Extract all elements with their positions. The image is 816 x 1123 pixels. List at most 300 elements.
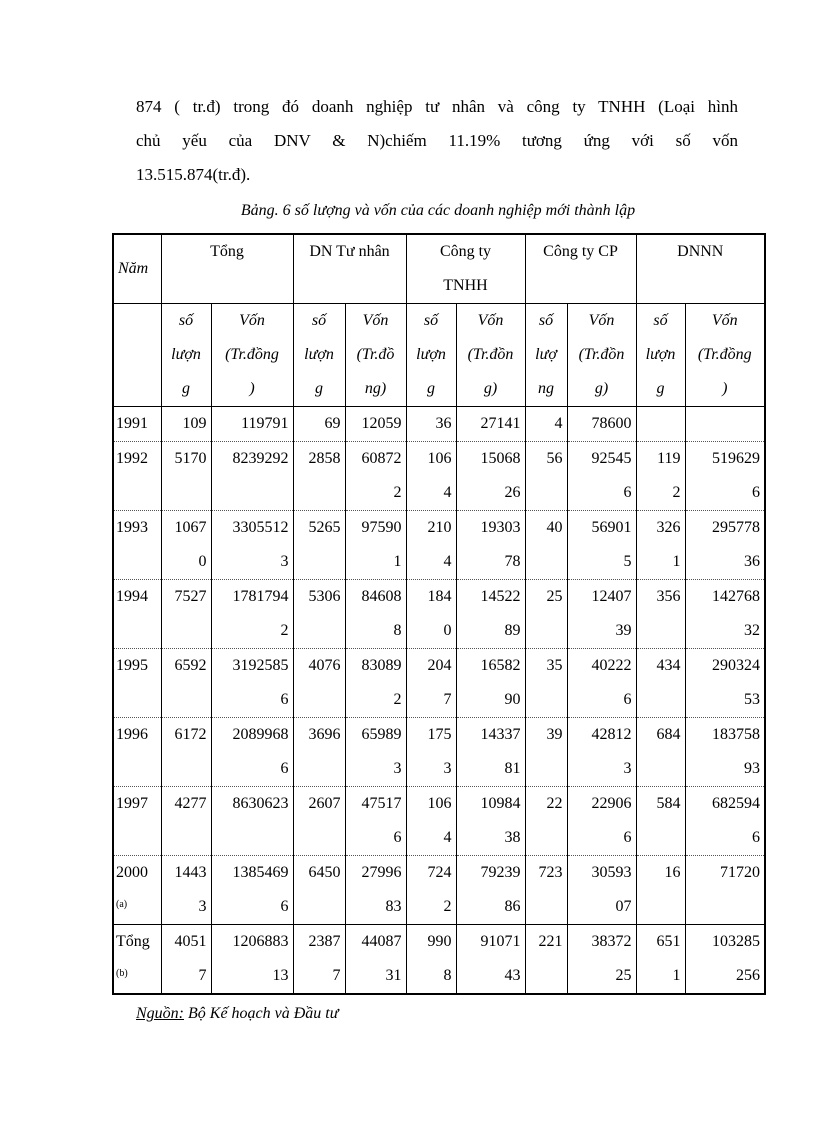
subheader-line: lượn [645, 346, 676, 363]
cell-value-continued: 7 [198, 967, 207, 984]
cell-value-continued: 53 [744, 691, 760, 708]
cell-value: 684 [656, 726, 681, 743]
cell-value-continued [166, 683, 207, 717]
cell-value: 44087 [361, 933, 402, 950]
table-cell [406, 442, 456, 511]
year-cell [113, 925, 161, 995]
table-cell [345, 856, 406, 925]
subheader-line: Vốn [588, 312, 615, 329]
cell-value: 682594 [712, 795, 760, 812]
table-cell [293, 787, 345, 856]
table-row [113, 511, 765, 580]
cell-value-continued: 32 [744, 622, 760, 639]
cell-value: 6450 [308, 864, 341, 881]
cell-value-continued [530, 821, 563, 855]
year-cell [113, 787, 161, 856]
cell-value: 3192585 [232, 657, 289, 674]
cell-value-continued: 2 [393, 484, 402, 501]
table-cell [293, 718, 345, 787]
cell-value: 7527 [174, 588, 207, 605]
cell-value: 1443 [174, 864, 207, 881]
table-cell [406, 407, 456, 442]
cell-value: 1067 [174, 519, 207, 536]
table-caption: Bảng. 6 số lượng và vốn của các doanh nghiệp mới thành lập [240, 202, 636, 219]
cell-value-continued: 6 [752, 829, 760, 846]
table-cell [567, 856, 636, 925]
cell-value [690, 407, 761, 441]
year-cell [113, 511, 161, 580]
cell-value-continued: 4 [443, 484, 452, 501]
cell-value: 16582 [480, 657, 521, 674]
cell-value-continued: 4 [443, 829, 452, 846]
table-row [113, 649, 765, 718]
table-cell [636, 649, 685, 718]
table-cell [636, 718, 685, 787]
table-cell [293, 856, 345, 925]
cell-value: 434 [656, 657, 681, 674]
paragraph-line: 874 ( tr.đ) trong đó doanh nghiệp tư nhân và công ty TNHH (Loại hình [136, 97, 738, 116]
cell-value-continued: 13 [272, 967, 289, 984]
cell-value: 14337 [480, 726, 521, 743]
table-cell [211, 407, 293, 442]
cell-value-continued: 6 [752, 484, 760, 501]
cell-value: 36 [435, 415, 452, 432]
table-cell [636, 925, 685, 995]
cell-value-continued: 26 [504, 484, 521, 501]
cell-value-continued: 6 [623, 829, 632, 846]
table-cell [456, 787, 525, 856]
table-cell [161, 856, 211, 925]
subheader-line: Vốn [477, 312, 504, 329]
cell-value-continued [216, 476, 289, 510]
cell-value: 12407 [591, 588, 632, 605]
cell-value: 106 [427, 450, 452, 467]
group-header-line [641, 269, 761, 303]
cell-value: 4051 [174, 933, 207, 950]
cell-value: 83089 [361, 657, 402, 674]
cell-value-continued: 2 [443, 898, 452, 915]
table-cell [685, 856, 765, 925]
table-cell [567, 407, 636, 442]
cell-value-continued: 6 [280, 898, 289, 915]
group-header [406, 234, 525, 304]
subheader-line: số [311, 312, 327, 329]
table-cell [161, 580, 211, 649]
table-row [113, 925, 765, 995]
cell-value-continued: 43 [504, 967, 521, 984]
table-cell [456, 649, 525, 718]
table-cell [161, 718, 211, 787]
cell-value-continued [216, 821, 289, 855]
table-cell [685, 925, 765, 995]
cell-value: 119 [657, 450, 681, 467]
footnote-marker [116, 752, 157, 786]
cell-value-continued: 81 [504, 760, 521, 777]
table-cell [567, 787, 636, 856]
cell-value: 71720 [720, 864, 760, 881]
table-cell [456, 511, 525, 580]
cell-value: 15068 [480, 450, 521, 467]
footnote-marker [116, 476, 157, 510]
cell-value-continued: 2 [393, 691, 402, 708]
group-header-line: TNHH [443, 277, 488, 294]
source-note [136, 1002, 338, 1026]
year-label: 1995 [116, 657, 148, 674]
table-cell [525, 407, 567, 442]
table-cell [161, 511, 211, 580]
cell-value-continued: 7 [443, 691, 452, 708]
table-cell [211, 442, 293, 511]
table-cell [456, 925, 525, 995]
footnote-marker [116, 821, 157, 855]
cell-value: 356 [656, 588, 681, 605]
subheader-line: g [656, 380, 665, 397]
table-cell [525, 925, 567, 995]
table-cell [345, 442, 406, 511]
subheader-line: g [427, 380, 435, 397]
cell-value: 6172 [174, 726, 207, 743]
subheader-line: ) [249, 380, 255, 397]
cell-value: 56901 [591, 519, 632, 536]
cell-value-continued: 6 [623, 484, 632, 501]
column-subheader [293, 304, 345, 407]
cell-value: 290324 [712, 657, 760, 674]
cell-value: 25 [546, 588, 563, 605]
year-cell [113, 442, 161, 511]
table-cell [567, 511, 636, 580]
subheader-line: số [423, 312, 439, 329]
sub-header-row [113, 304, 765, 407]
cell-value-continued: 07 [615, 898, 632, 915]
cell-value: 12059 [361, 415, 402, 432]
table-cell [293, 442, 345, 511]
cell-value-continued: 36 [744, 553, 760, 570]
table-cell [406, 718, 456, 787]
cell-value: 4277 [174, 795, 207, 812]
footnote-marker: (b) [116, 968, 128, 979]
cell-value-continued: 5 [623, 553, 632, 570]
year-label: 1997 [116, 795, 148, 812]
table-cell [636, 511, 685, 580]
subheader-line: lượn [171, 346, 201, 363]
cell-value-continued [166, 821, 207, 855]
subheader-line: Vốn [239, 312, 265, 329]
table-cell [456, 580, 525, 649]
cell-value: 183758 [712, 726, 760, 743]
table-cell [211, 856, 293, 925]
cell-value-continued [641, 683, 681, 717]
cell-value-continued: 3 [280, 553, 289, 570]
cell-value: 16 [664, 864, 681, 881]
cell-value: 84608 [361, 588, 402, 605]
year-label: 1993 [116, 519, 148, 536]
cell-value-continued: 256 [736, 967, 760, 984]
footnote-marker [116, 683, 157, 717]
table-cell [161, 787, 211, 856]
group-header [161, 234, 293, 304]
table-cell [345, 718, 406, 787]
cell-value-continued [530, 614, 563, 648]
group-header [525, 234, 636, 304]
year-subheader-blank [113, 304, 161, 407]
cell-value-continued: 6 [623, 691, 632, 708]
subheader-line: lượn [416, 346, 446, 363]
group-header-line [298, 269, 402, 303]
table-cell [685, 511, 765, 580]
cell-value-continued: 83 [385, 898, 402, 915]
cell-value: 651 [656, 933, 681, 950]
cell-value-continued: 78 [504, 553, 521, 570]
cell-value-continued: 2 [280, 622, 289, 639]
group-header [293, 234, 406, 304]
group-header-line: Công ty [439, 243, 492, 260]
cell-value-continued: 25 [615, 967, 632, 984]
cell-value: 204 [427, 657, 452, 674]
cell-value-continued [298, 821, 341, 855]
subheader-line: g [315, 380, 323, 397]
cell-value: 5170 [174, 450, 207, 467]
column-subheader [685, 304, 765, 407]
table-cell [636, 856, 685, 925]
group-header-line: DN Tư nhân [309, 243, 390, 260]
subheader-line: (Tr.đồn [467, 346, 514, 363]
table-cell [456, 442, 525, 511]
subheader-line: ) [722, 380, 728, 397]
cell-value: 4076 [308, 657, 341, 674]
table-cell [636, 442, 685, 511]
subheader-line: ng) [364, 380, 387, 397]
cell-value: 295778 [712, 519, 760, 536]
cell-value: 79239 [480, 864, 521, 881]
cell-value: 106 [427, 795, 452, 812]
group-header-line: Công ty CP [543, 243, 618, 260]
cell-value-continued: 8 [393, 622, 402, 639]
cell-value: 40222 [591, 657, 632, 674]
cell-value-continued: 1 [393, 553, 402, 570]
table-cell [525, 856, 567, 925]
cell-value-continued [298, 614, 341, 648]
cell-value: 60872 [361, 450, 402, 467]
subheader-line: số [653, 312, 668, 329]
subheader-line: g) [594, 380, 609, 397]
cell-value: 47517 [361, 795, 402, 812]
subheader-line: Vốn [711, 312, 738, 329]
cell-value: 56 [546, 450, 563, 467]
cell-value-continued: 2 [672, 484, 681, 501]
table-cell [293, 649, 345, 718]
table-cell [567, 442, 636, 511]
cell-value-continued: 38 [504, 829, 521, 846]
paragraph-line: chủ yếu của DNV & N)chiếm 11.19% tương ứng với số vốn [136, 131, 738, 150]
cell-value-continued [641, 752, 681, 786]
cell-value: 27996 [361, 864, 402, 881]
cell-value-continued [298, 683, 341, 717]
table-cell [211, 580, 293, 649]
footnote-marker [116, 614, 157, 648]
column-subheader [406, 304, 456, 407]
cell-value: 65989 [361, 726, 402, 743]
table-cell [685, 407, 765, 442]
cell-value: 38372 [591, 933, 632, 950]
table-cell [406, 856, 456, 925]
cell-value: 69 [324, 415, 341, 432]
cell-value: 210 [427, 519, 452, 536]
cell-value: 3696 [308, 726, 341, 743]
table-cell [636, 580, 685, 649]
table-cell [685, 580, 765, 649]
cell-value-continued: 3 [443, 760, 452, 777]
table-cell [525, 442, 567, 511]
cell-value: 39 [546, 726, 563, 743]
cell-value-continued [530, 683, 563, 717]
table-cell [406, 511, 456, 580]
table-cell [211, 511, 293, 580]
cell-value: 8630623 [232, 795, 289, 812]
table-row [113, 718, 765, 787]
cell-value-continued [641, 890, 681, 924]
cell-value-continued: 0 [198, 553, 207, 570]
table-cell [456, 407, 525, 442]
cell-value: 30593 [591, 864, 632, 881]
table-cell [456, 856, 525, 925]
subheader-line: số [538, 312, 554, 329]
cell-value-continued [641, 821, 681, 855]
table-cell [456, 718, 525, 787]
table-cell [567, 580, 636, 649]
cell-value: 5306 [308, 588, 341, 605]
year-label: 2000 [116, 864, 148, 881]
cell-value-continued [298, 890, 341, 924]
cell-value-continued: 7 [332, 967, 341, 984]
column-subheader [456, 304, 525, 407]
table-cell [293, 511, 345, 580]
table-cell [525, 718, 567, 787]
cell-value: 184 [427, 588, 452, 605]
group-header-line: Tổng [210, 243, 244, 260]
cell-value-continued: 89 [504, 622, 521, 639]
column-subheader [636, 304, 685, 407]
cell-value: 5265 [308, 519, 341, 536]
cell-value-continued: 0 [443, 622, 452, 639]
table-cell [685, 442, 765, 511]
subheader-line: g) [483, 380, 498, 397]
cell-value-continued [530, 890, 563, 924]
cell-value-continued: 93 [744, 760, 760, 777]
cell-value-continued [530, 476, 563, 510]
table-row [113, 787, 765, 856]
cell-value-continued: 86 [504, 898, 521, 915]
cell-value-continued [530, 752, 563, 786]
body-paragraph [136, 90, 738, 192]
subheader-line: lượ [535, 346, 557, 363]
year-label: 1992 [116, 450, 148, 467]
subheader-line: Vốn [362, 312, 389, 329]
cell-value: 723 [538, 864, 563, 881]
column-subheader [161, 304, 211, 407]
year-cell [113, 580, 161, 649]
cell-value: 92545 [591, 450, 632, 467]
cell-value-continued [690, 890, 761, 924]
table-cell [161, 649, 211, 718]
table-cell [525, 511, 567, 580]
cell-value: 78600 [591, 415, 632, 432]
cell-value: 175 [427, 726, 452, 743]
cell-value-continued: 1 [672, 553, 681, 570]
year-cell [113, 649, 161, 718]
table-cell [211, 718, 293, 787]
group-header-line [530, 269, 632, 303]
cell-value-continued: 3 [623, 760, 632, 777]
year-cell [113, 718, 161, 787]
group-header-line: DNNN [677, 243, 724, 260]
subheader-line: g [182, 380, 190, 397]
table-cell [406, 787, 456, 856]
subheader-line: (Tr.đồ [356, 346, 395, 363]
table-row [113, 407, 765, 442]
table-cell [345, 787, 406, 856]
table-cell [161, 407, 211, 442]
cell-value: 8239292 [232, 450, 289, 467]
table-cell [211, 787, 293, 856]
column-subheader [567, 304, 636, 407]
table-row [113, 856, 765, 925]
cell-value [641, 407, 681, 441]
cell-value-continued: 6 [280, 760, 289, 777]
cell-value: 109 [182, 415, 207, 432]
cell-value-continued: 31 [385, 967, 402, 984]
table-cell [525, 787, 567, 856]
table-cell [567, 649, 636, 718]
paragraph-line: 13.515.874(tr.đ). [136, 165, 251, 184]
table-cell [406, 649, 456, 718]
cell-value-continued [530, 545, 563, 579]
column-subheader [211, 304, 293, 407]
year-label: 1994 [116, 588, 148, 605]
cell-value: 2089968 [232, 726, 289, 743]
cell-value: 22 [546, 795, 563, 812]
cell-value-continued: 6 [393, 829, 402, 846]
source-text: Bộ Kế hoạch và Đầu tư [184, 1005, 339, 1022]
table-cell [685, 718, 765, 787]
enterprise-table [112, 233, 766, 995]
cell-value-continued [298, 752, 341, 786]
cell-value-continued [166, 752, 207, 786]
cell-value: 326 [656, 519, 681, 536]
cell-value-continued [166, 614, 207, 648]
cell-value-continued: 3 [198, 898, 207, 915]
table-cell [345, 407, 406, 442]
table-cell [345, 511, 406, 580]
subheader-line: ng [538, 380, 554, 397]
table-cell [293, 580, 345, 649]
table-row [113, 580, 765, 649]
cell-value-continued: 6 [280, 691, 289, 708]
cell-value: 4 [554, 415, 563, 432]
subheader-line: (Tr.đồng [225, 346, 279, 363]
column-subheader [345, 304, 406, 407]
cell-value-continued: 8 [443, 967, 452, 984]
cell-value: 990 [427, 933, 452, 950]
cell-value-continued [530, 959, 563, 993]
subheader-line: (Tr.đồng [697, 346, 752, 363]
cell-value: 35 [546, 657, 563, 674]
cell-value: 584 [656, 795, 681, 812]
group-header-row [113, 234, 765, 304]
cell-value-continued [166, 476, 207, 510]
cell-value: 42812 [591, 726, 632, 743]
cell-value: 519629 [712, 450, 760, 467]
table-cell [406, 580, 456, 649]
